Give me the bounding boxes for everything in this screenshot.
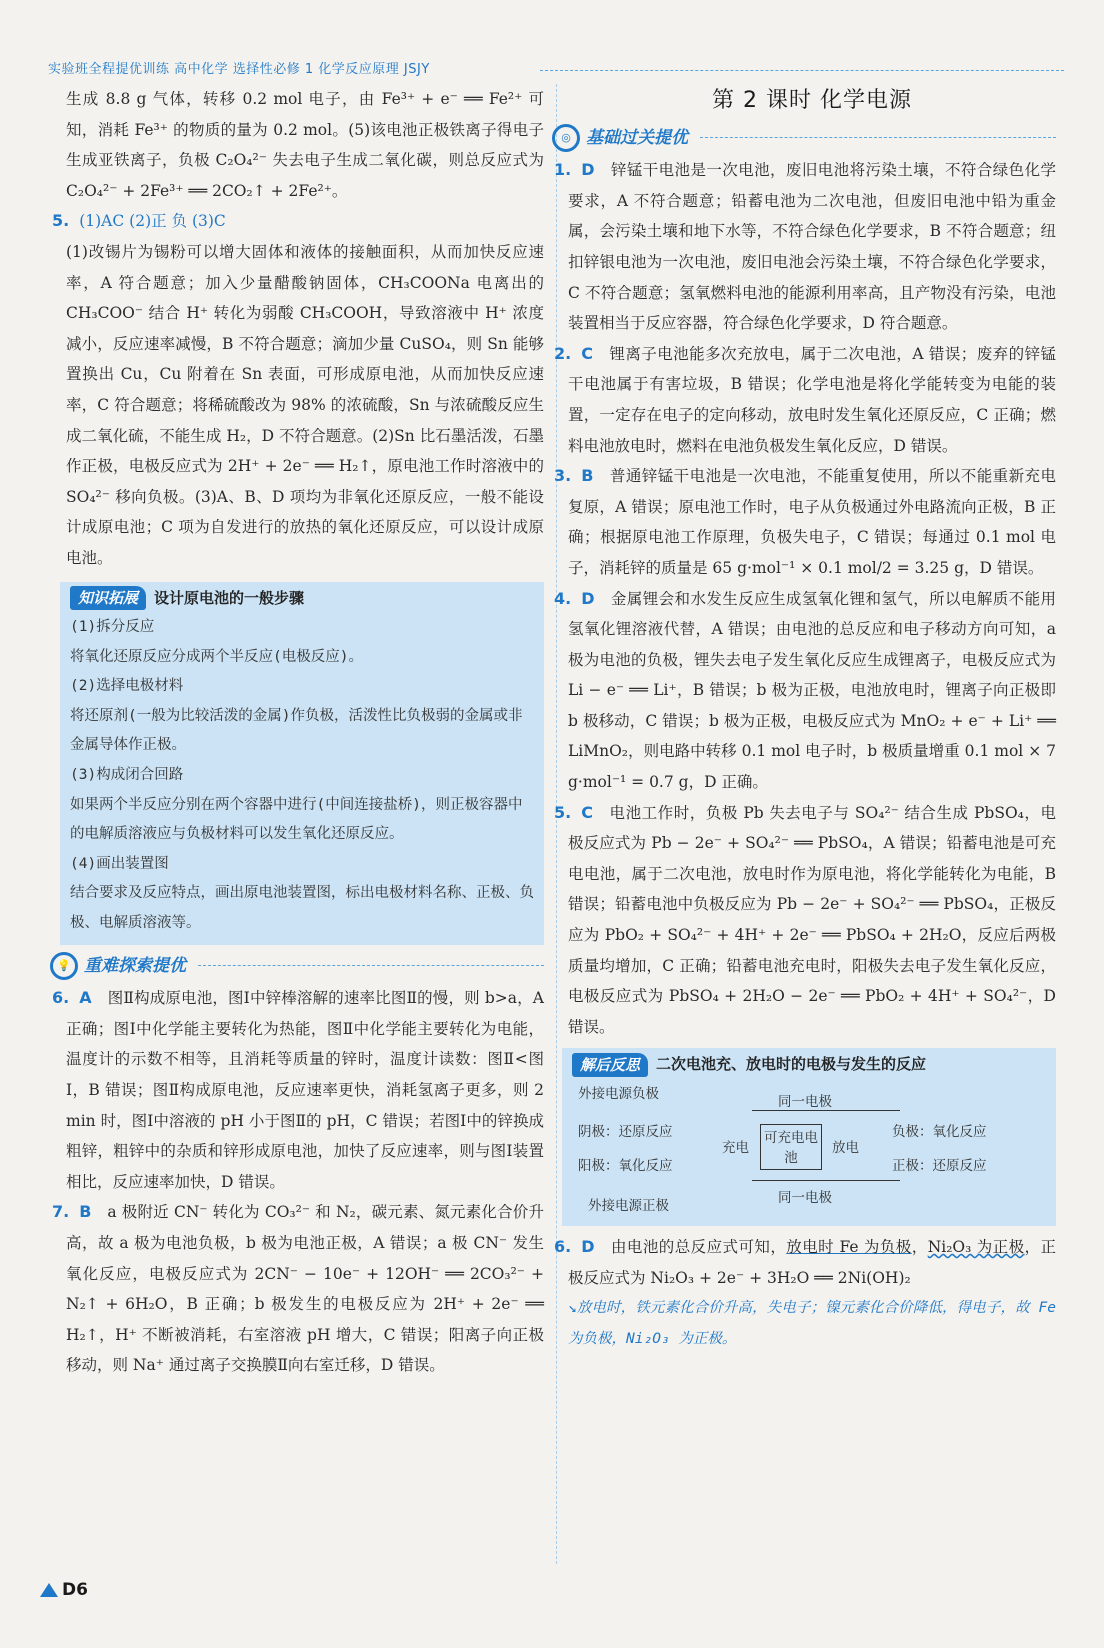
box-line: 将还原剂(一般为比较活泼的金属)作负极，活泼性比负极弱的金属或非金属导体作正极。 — [70, 707, 523, 754]
handwritten-note: ↘放电时，铁元素化合价升高，失电子；镍元素化合价降低，得电子，故 Fe 为负极，Ni₂O₃ 为正极。 — [568, 1300, 1056, 1347]
section-rule — [700, 137, 1056, 138]
label-battery: 可充电电池 — [764, 1130, 818, 1166]
reflection-box-header — [572, 1050, 1046, 1080]
question-answer: A — [79, 988, 92, 1008]
question-answer: (1)AC (2)正 负 (3)C — [79, 212, 226, 231]
question-explanation: a 极附近 CN⁻ 转化为 CO₃²⁻ 和 N₂，碳元素、氮元素化合价升高，故 a 极为电池负极，b 极为电池正极，A 错误；a 极 CN⁻ 发生氧化反应，电极反应式为 2CN⁻ − 10e⁻ + 12OH⁻ ══ 2CO₃²⁻ + N₂↑ + 6H₂O，B 正确；b 极发生的电极反应为 2H⁺ + 2e⁻ ══ H₂↑，H⁺ 不断被消耗，右室溶液 pH 增大，C 错误；阳离子向正极移动，则 Na⁺ 通过离子交换膜Ⅱ向右室迁移，D 错误。 — [66, 1203, 544, 1375]
question-number: 5. — [554, 802, 572, 822]
question-number: 6. — [554, 1237, 572, 1256]
bottom-bracket — [752, 1180, 900, 1181]
question-number: 6. — [52, 988, 70, 1008]
left-column — [52, 84, 544, 1381]
question-6-right — [554, 1232, 1056, 1293]
question-answer: C — [581, 343, 593, 363]
box-line: (2)选择电极材料 — [70, 678, 184, 695]
label-same-electrode-bottom: 同一电极 — [778, 1190, 832, 1206]
box-line: 将氧化还原反应分成两个半反应(电极反应)。 — [70, 648, 363, 665]
right-column — [554, 84, 1056, 1354]
label-same-electrode-top: 同一电极 — [778, 1094, 832, 1110]
label-negative: 负极：氧化反应 — [892, 1124, 987, 1140]
header-rule — [540, 70, 1064, 71]
explanation-mid: ， — [911, 1238, 928, 1256]
charge-discharge-diagram — [572, 1080, 1046, 1220]
question-explanation: 金属锂会和水发生反应生成氢氧化锂和氢气，所以电解质不能用氢氧化锂溶液代替，A 错误；由电池的总反应和电子移动方向可知，a 极为电池的负极，锂失去电子发生氧化反应生成锂离子，电极反应式为 Li − e⁻ ══ Li⁺，B 错误；b 极为正极，电池放电时，锂离子向正极即 b 极移动，C 错误；b 极为正极，电极反应式为 MnO₂ + e⁻ + Li⁺ ══ LiMnO₂，则电路中转移 0.1 mol 电子时，b 极质量增重 0.1 mol × 7 g·mol⁻¹ = 0.7 g，D 正确。 — [568, 589, 1056, 792]
question-answer: B — [79, 1202, 92, 1222]
reflection-tag: 解后反思 — [572, 1053, 648, 1077]
question-5-explanation: (1)改锡片为锡粉可以增大固体和液体的接触面积，从而加快反应速率，A 符合题意；加入少量醋酸钠固体，CH₃COONa 电离出的 CH₃COO⁻ 结合 H⁺ 转化为弱酸 CH₃COOH，导致溶液中 H⁺ 浓度减小，反应速率减慢，B 不符合题意；滴加少量 CuSO₄，则 Sn 能够置换出 Cu，Cu 附着在 Sn 表面，可形成原电池，从而加快反应速率，C 符合题意；将稀硫酸改为 98% 的浓硫酸，Sn 与浓硫酸反应生成二氧化硫，不能生成 H₂，D 不符合题意。(2)Sn 比石墨活泼，石墨作正极，电极反应式为 2H⁺ + 2e⁻ ══ H₂↑，原电池工作时溶液中的 SO₄²⁻ 移向负极。(3)A、B、D 项均为非氧化还原反应，一般不能设计成原电池；C 项为自发进行的放热的氧化还原反应，可以设计成原电池。 — [66, 242, 544, 567]
intro-paragraph: 生成 8.8 g 气体，转移 0.2 mol 电子，由 Fe³⁺ + e⁻ ══ Fe²⁺ 可知，消耗 Fe³⁺ 的物质的量为 0.2 mol。(5)该电池正极铁离子得电子生成亚铁离子，负极 C₂O₄²⁻ 失去电子生成二氧化碳，则总反应式为 C₂O₄²⁻ + 2Fe³⁺ ══ 2CO₂↑ + 2Fe²⁺。 — [66, 90, 544, 200]
question-7 — [52, 1197, 544, 1381]
section-rule — [198, 965, 544, 966]
question-5-right — [554, 798, 1056, 1043]
page-header: 实验班全程提优训练 高中化学 选择性必修 1 化学反应原理 JSJY — [48, 62, 430, 77]
question-explanation: 普通锌锰干电池是一次电池，不能重复使用，所以不能重新充电复原，A 错误；原电池工作时，电子从负极通过外电路流向正极，B 正确；根据原电池工作原理，负极失电子，C 错误；每通过 0.1 mol 电子，消耗锌的质量是 65 g·mol⁻¹ × 0.1 mol/2 = 3.25 g，D 错误。 — [568, 467, 1056, 577]
question-answer: D — [581, 588, 595, 608]
question-4 — [554, 584, 1056, 798]
page-number — [40, 1580, 88, 1600]
question-explanation: 锌锰干电池是一次电池，废旧电池将污染土壤，不符合绿色化学要求，A 不符合题意；铅蓄电池为二次电池，但废旧电池中铅为重金属，会污染土壤和地下水等，不符合绿色化学要求，B 不符合题意；纽扣锌银电池为一次电池，废旧电池会污染土壤，不符合绿色化学要求，C 不符合题意；氢氧燃料电池的能源利用率高，且产物没有污染，电池装置相当于反应容器，符合绿色化学要求，D 符合题意。 — [568, 161, 1056, 333]
knowledge-box — [60, 582, 544, 945]
label-charge: 充电 — [722, 1140, 749, 1156]
question-number: 3. — [554, 466, 572, 486]
question-6 — [52, 983, 544, 1197]
question-number: 1. — [554, 160, 572, 180]
question-3 — [554, 461, 1056, 583]
box-line: (1)拆分反应 — [70, 619, 155, 636]
underlined-phrase: 放电时 Fe 为负极 — [786, 1238, 912, 1256]
column-divider — [556, 84, 557, 1564]
question-answer: D — [581, 1237, 595, 1256]
section-title: 基础过关提优 — [586, 127, 688, 148]
box-line: (3)构成闭合回路 — [70, 767, 184, 784]
question-number: 4. — [554, 588, 572, 608]
label-positive: 正极：还原反应 — [892, 1158, 987, 1174]
question-2 — [554, 339, 1056, 461]
question-explanation: 图Ⅱ构成原电池，图Ⅰ中锌棒溶解的速率比图Ⅱ的慢，则 b>a，A 正确；图Ⅰ中化学能主要转化为热能，图Ⅱ中化学能主要转化为电能，温度计的示数不相等，且消耗等质量的锌时，温度计读数：图Ⅱ<图Ⅰ，B 错误；图Ⅱ构成原电池，反应速率更快，消耗氢离子更多，则 2 min 时，图Ⅰ中溶液的 pH 小于图Ⅱ的 pH，C 错误；若图Ⅰ中的锌换成粗锌，粗锌中的杂质和锌形成原电池，加快了反应速率，则与图Ⅰ装置相比，反应速率加快，D 错误。 — [66, 989, 544, 1191]
page-number-text: D6 — [62, 1580, 88, 1600]
label-ext-positive: 外接电源正极 — [588, 1198, 669, 1214]
question-1 — [554, 155, 1056, 339]
lightbulb-icon: 💡 — [50, 952, 78, 980]
reflection-box-title: 二次电池充、放电时的电极与发生的反应 — [656, 1055, 927, 1074]
question-answer: D — [581, 160, 595, 180]
box-line: 如果两个半反应分别在两个容器中进行(中间连接盐桥)，则正极容器中的电解质溶液应与负极材料可以发生氧化还原反应。 — [70, 796, 523, 843]
wavy-underlined-phrase: Ni₂O₃ 为正极 — [927, 1238, 1025, 1256]
section-heading — [552, 123, 1056, 154]
question-answer: C — [581, 802, 593, 822]
knowledge-box-title: 设计原电池的一般步骤 — [154, 588, 305, 607]
section-heading — [50, 951, 544, 982]
question-5 — [52, 206, 544, 237]
question-answer: B — [581, 466, 594, 486]
reflection-box — [562, 1048, 1056, 1226]
label-cathode: 阴极：还原反应 — [578, 1124, 673, 1140]
box-line: 结合要求及反应特点，画出原电池装置图，标出电极材料名称、正极、负极、电解质溶液等。 — [70, 885, 534, 932]
knowledge-box-header — [70, 584, 534, 614]
question-explanation: 电池工作时，负极 Pb 失去电子与 SO₄²⁻ 结合生成 PbSO₄，电极反应式为 Pb − 2e⁻ + SO₄²⁻ ══ PbSO₄，A 错误；铅蓄电池是可充电电池，属于二次电池，放电时作为原电池，将化学能转化为电能，B 错误；铅蓄电池中负极反应为 Pb − 2e⁻ + SO₄²⁻ ══ PbSO₄，正极反应为 PbO₂ + SO₄²⁻ + 4H⁺ + 2e⁻ ══ PbSO₄ + 2H₂O，反应后两极质量均增加，C 正确；铅蓄电池充电时，阳极失去电子发生氧化反应，电极反应式为 PbSO₄ + 2H₂O − 2e⁻ ══ PbO₂ + 4H⁺ + SO₄²⁻，D 错误。 — [568, 803, 1056, 1036]
knowledge-tag: 知识拓展 — [70, 586, 146, 610]
label-anode: 阳极：氧化反应 — [578, 1158, 673, 1174]
label-ext-negative: 外接电源负极 — [578, 1086, 659, 1102]
box-line: (4)画出装置图 — [70, 855, 169, 872]
explanation-pre: 由电池的总反应式可知， — [610, 1238, 787, 1256]
arrow-up-icon — [40, 1583, 58, 1597]
lesson-title: 第 2 课时 化学电源 — [712, 88, 912, 113]
question-number: 2. — [554, 343, 572, 363]
explanation-post: ，正极反应式为 Ni₂O₃ + 2e⁻ + 3H₂O ══ 2Ni(OH)₂ — [568, 1238, 1056, 1287]
section-title: 重难探索提优 — [84, 955, 186, 976]
question-explanation: 锂离子电池能多次充放电，属于二次电池，A 错误；废弃的锌锰干电池属于有害垃圾，B 错误；化学电池是将化学能转变为电能的装置，一定存在电子的定向移动，放电时发生氧化还原反应，C 正确；燃料电池放电时，燃料在电池负极发生氧化反应，D 错误。 — [568, 344, 1056, 455]
label-discharge: 放电 — [832, 1140, 859, 1156]
question-number: 5. — [52, 211, 70, 231]
top-bracket — [752, 1110, 900, 1111]
target-icon: ◎ — [552, 124, 580, 152]
question-number: 7. — [52, 1202, 70, 1222]
